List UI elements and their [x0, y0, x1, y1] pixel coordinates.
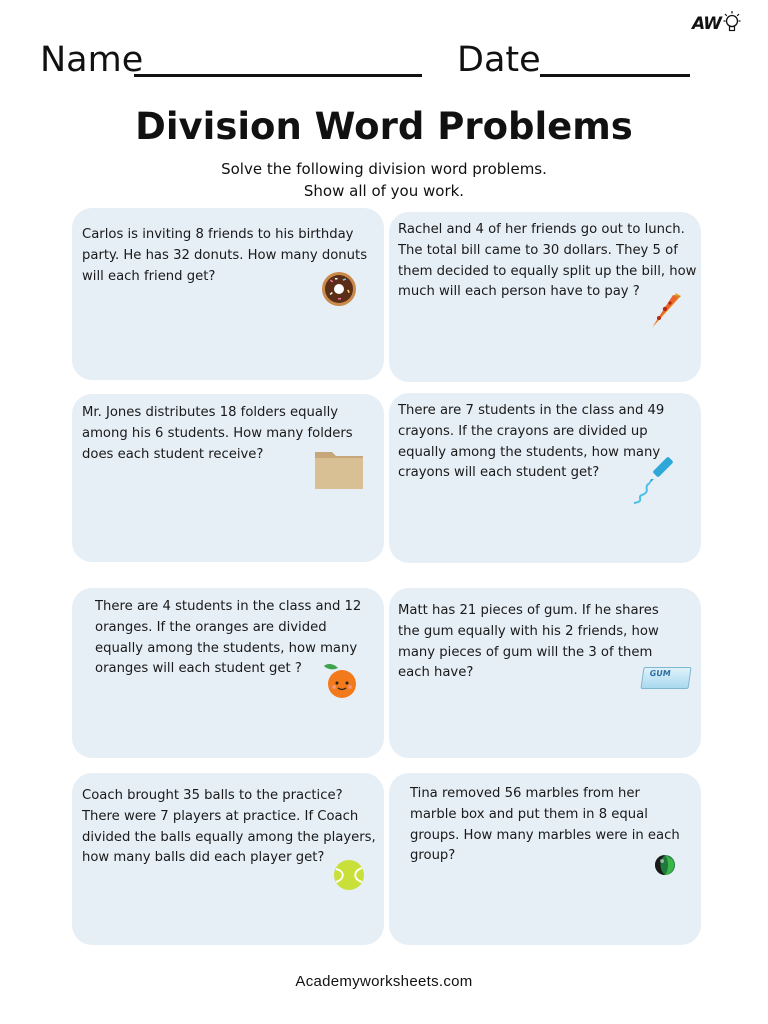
tennis-ball-icon	[333, 859, 365, 891]
date-blank-line[interactable]	[540, 74, 690, 77]
worksheet-title: Division Word Problems	[135, 105, 633, 148]
donut-icon	[321, 271, 357, 307]
academy-worksheets-logo	[692, 10, 742, 38]
marble-icon	[654, 854, 676, 876]
instruction-line-1: Solve the following division word problems.	[221, 160, 547, 178]
pizza-slice-icon	[648, 292, 684, 330]
problem-1-text: Carlos is inviting 8 friends to his birthday party. He has 32 donuts. How many donuts will each friend get?	[82, 227, 368, 284]
problem-6-text: Matt has 21 pieces of gum. If he shares the gum equally with his 2 friends, how many pieces of gum will the 3 of them each have?	[398, 603, 659, 681]
folder-icon	[314, 448, 364, 490]
gum-pack-icon	[640, 667, 691, 689]
gum-pack-label: GUM	[649, 669, 672, 678]
orange-icon	[322, 660, 360, 700]
problem-2-text: Rachel and 4 of her friends go out to lunch. The total bill came to 30 dollars. They 5 of them decided to equally split up the bill, how much will each person have to pay ?	[398, 222, 697, 300]
crayon-icon	[630, 457, 680, 507]
name-blank-line[interactable]	[134, 74, 422, 77]
problem-3-text: Mr. Jones distributes 18 folders equally among his 6 students. How many folders does each student receive?	[82, 405, 353, 462]
instruction-line-2: Show all of you work.	[303, 182, 465, 200]
lightbulb-icon	[723, 10, 741, 36]
problem-5-text: There are 4 students in the class and 12 oranges. If the oranges are divided equally among the students, how many oranges will each student get ?	[95, 599, 362, 677]
footer-website: Academyworksheets.com	[295, 973, 473, 990]
problem-7-text: Coach brought 35 balls to the practice? There were 7 players at practice. If Coach divided the balls equally among the players, how many balls did each player get?	[82, 788, 376, 866]
problem-8-text: Tina removed 56 marbles from her marble box and put them in 8 equal groups. How many marbles were in each group?	[410, 786, 680, 864]
name-label: Name	[40, 40, 144, 80]
date-label: Date	[457, 40, 541, 80]
problem-4-text: There are 7 students in the class and 49 crayons. If the crayons are divided up equally among the students, how many crayons will each student get?	[398, 403, 665, 481]
logo-text: AW	[692, 14, 721, 34]
